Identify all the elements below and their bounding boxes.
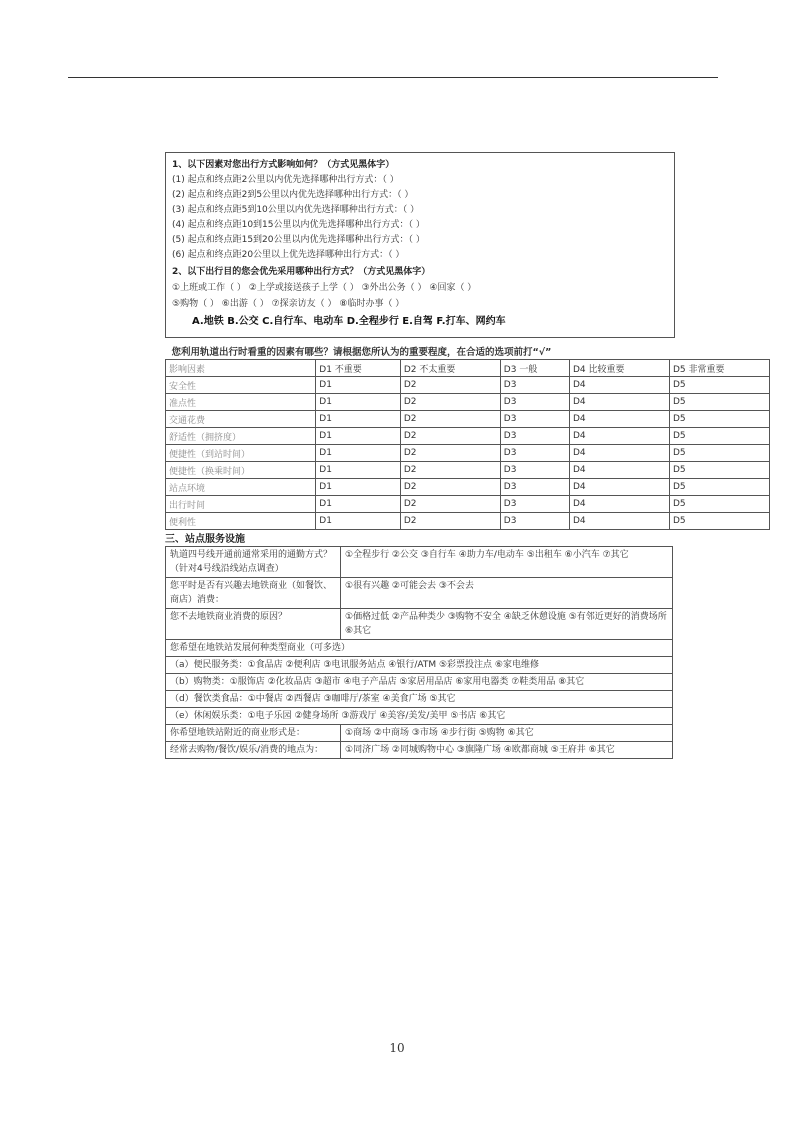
- table-row: [166, 657, 673, 674]
- rating-cell[interactable]: D3: [500, 462, 569, 479]
- rating-cell[interactable]: D1: [316, 496, 401, 513]
- rating-cell[interactable]: D2: [400, 377, 500, 394]
- question-cell: 您平时是否有兴趣去地铁商业（如餐饮、商店）消费：: [166, 578, 341, 609]
- header-cell: D2 不太重要: [400, 360, 500, 377]
- q1-title: 1、以下因素对您出行方式影响如何？（方式见黑体字）: [172, 160, 395, 170]
- question-cell: 您不去地铁商业消费的原因？: [166, 609, 341, 640]
- rating-cell[interactable]: D4: [569, 394, 669, 411]
- rating-cell[interactable]: D4: [569, 462, 669, 479]
- q1-item: (4) 起点和终点距10到15公里以内优先选择哪种出行方式：（ ）: [172, 220, 425, 230]
- rating-cell[interactable]: D3: [500, 377, 569, 394]
- option-cell[interactable]: （d）餐饮类食品：①中餐店 ②西餐店 ③咖啡厅/茶室 ④美食广场 ⑤其它: [166, 691, 673, 708]
- answer-cell[interactable]: ①全程步行 ②公交 ③自行车 ④助力车/电动车 ⑤出租车 ⑥小汽车 ⑦其它: [341, 547, 673, 578]
- questionnaire-figure: [165, 152, 725, 790]
- rating-cell[interactable]: D4: [569, 479, 669, 496]
- table-row: [166, 445, 770, 462]
- rating-cell[interactable]: D3: [500, 428, 569, 445]
- importance-title: 您利用轨道出行时看重的因素有哪些？请根据您所认为的重要程度，在合适的选项前打“√”: [171, 346, 552, 358]
- table-header-row: [166, 360, 770, 377]
- table-row: [166, 479, 770, 496]
- rating-cell[interactable]: D3: [500, 479, 569, 496]
- question-cell: 你希望地铁站附近的商业形式是：: [166, 725, 341, 742]
- factor-cell: 准点性: [166, 394, 316, 411]
- factor-cell: 出行时间: [166, 496, 316, 513]
- rating-cell[interactable]: D4: [569, 496, 669, 513]
- rating-cell[interactable]: D5: [669, 411, 769, 428]
- rating-cell[interactable]: D3: [500, 496, 569, 513]
- answer-cell[interactable]: ①同济广场 ②同城购物中心 ③旗隆广场 ④欧都商城 ⑤王府井 ⑥其它: [341, 742, 673, 759]
- rating-cell[interactable]: D1: [316, 428, 401, 445]
- rating-cell[interactable]: D3: [500, 445, 569, 462]
- table-row: [166, 547, 673, 578]
- importance-table: [165, 342, 770, 530]
- factor-cell: 舒适性（拥挤度）: [166, 428, 316, 445]
- q1-item: (1) 起点和终点距2公里以内优先选择哪种出行方式：（ ）: [172, 175, 399, 185]
- rating-cell[interactable]: D5: [669, 428, 769, 445]
- rating-cell[interactable]: D2: [400, 479, 500, 496]
- rating-cell[interactable]: D2: [400, 462, 500, 479]
- top-rule: [68, 77, 718, 78]
- answer-cell[interactable]: ①商场 ②中商场 ③市场 ④步行街 ⑤购物 ⑥其它: [341, 725, 673, 742]
- rating-cell[interactable]: D1: [316, 479, 401, 496]
- rating-cell[interactable]: D5: [669, 479, 769, 496]
- factor-cell: 安全性: [166, 377, 316, 394]
- rating-cell[interactable]: D1: [316, 462, 401, 479]
- rating-cell[interactable]: D5: [669, 445, 769, 462]
- header-cell: D1 不重要: [316, 360, 401, 377]
- q2-row: ①上班或工作（ ） ②上学或接送孩子上学（ ） ③外出公务（ ） ④回家（ ）: [172, 283, 477, 293]
- question-cell: 轨道四号线开通前通常采用的通勤方式？（针对4号线沿线站点调查）: [166, 547, 341, 578]
- q2-row: ⑤购物（ ） ⑥出游（ ） ⑦探亲访友（ ） ⑧临时办事（ ）: [172, 299, 405, 309]
- option-cell[interactable]: 您希望在地铁站发展何种类型商业（可多选）: [166, 640, 673, 657]
- q1-item: (5) 起点和终点距15到20公里以内优先选择哪种出行方式：（ ）: [172, 235, 425, 245]
- rating-cell[interactable]: D5: [669, 513, 769, 530]
- rating-cell[interactable]: D1: [316, 411, 401, 428]
- table-row: [166, 609, 673, 640]
- q1-item: (3) 起点和终点距5到10公里以内优先选择哪种出行方式：（ ）: [172, 205, 420, 215]
- table-row: [166, 640, 673, 657]
- q1-item: (2) 起点和终点距2到5公里以内优先选择哪种出行方式：（ ）: [172, 190, 414, 200]
- table-row: [166, 674, 673, 691]
- q2-title: 2、以下出行目的您会优先采用哪种出行方式？（方式见黑体字）: [172, 267, 431, 277]
- option-cell[interactable]: （e）休闲娱乐类：①电子乐园 ②健身场所 ③游戏厅 ④美容/美发/美甲 ⑤书店 ⑥其它: [166, 708, 673, 725]
- rating-cell[interactable]: D4: [569, 513, 669, 530]
- table-row: [166, 462, 770, 479]
- table-row: [166, 496, 770, 513]
- table-row: [166, 428, 770, 445]
- rating-cell[interactable]: D4: [569, 377, 669, 394]
- table-row: [166, 377, 770, 394]
- q1-item: (6) 起点和终点距20公里以上优先选择哪种出行方式：（ ）: [172, 250, 405, 260]
- rating-cell[interactable]: D2: [400, 428, 500, 445]
- rating-cell[interactable]: D4: [569, 411, 669, 428]
- factor-cell: 便捷性（换乘时间）: [166, 462, 316, 479]
- rating-cell[interactable]: D3: [500, 394, 569, 411]
- rating-cell[interactable]: D2: [400, 445, 500, 462]
- header-cell: D3 一般: [500, 360, 569, 377]
- rating-cell[interactable]: D5: [669, 394, 769, 411]
- factor-cell: 便利性: [166, 513, 316, 530]
- header-cell: 影响因素: [166, 360, 316, 377]
- rating-cell[interactable]: D5: [669, 496, 769, 513]
- table-row: [166, 513, 770, 530]
- rating-cell[interactable]: D3: [500, 513, 569, 530]
- page-number: 10: [389, 1041, 405, 1055]
- header-cell: D5 非常重要: [669, 360, 769, 377]
- answer-cell[interactable]: ①価格过低 ②产品种类少 ③购物不安全 ④缺乏休憩设施 ⑤有邻近更好的消费场所 ⑥其它: [341, 609, 673, 640]
- table-row: [166, 394, 770, 411]
- factor-cell: 便捷性（到站时间）: [166, 445, 316, 462]
- rating-cell[interactable]: D2: [400, 513, 500, 530]
- rating-cell[interactable]: D1: [316, 394, 401, 411]
- table-row: [166, 411, 770, 428]
- rating-cell[interactable]: D2: [400, 496, 500, 513]
- table-row: [166, 725, 673, 742]
- table-row: [166, 691, 673, 708]
- service-table: [165, 546, 673, 759]
- rating-cell[interactable]: D4: [569, 445, 669, 462]
- option-cell[interactable]: （b）购物类：①服饰店 ②化妆品店 ③超市 ④电子产品店 ⑤家居用品店 ⑥家用电器类 ⑦鞋类用品 ⑧其它: [166, 674, 673, 691]
- table-row: [166, 578, 673, 609]
- table-row: [166, 742, 673, 759]
- rating-cell[interactable]: D3: [500, 411, 569, 428]
- option-cell[interactable]: （a）便民服务类：①食品店 ②便利店 ③电讯服务站点 ④银行/ATM ⑤彩票投注点 ⑥家电维修: [166, 657, 673, 674]
- rating-cell[interactable]: D2: [400, 411, 500, 428]
- rating-cell[interactable]: D1: [316, 445, 401, 462]
- factor-cell: 站点环境: [166, 479, 316, 496]
- table-row: [166, 708, 673, 725]
- rating-cell[interactable]: D5: [669, 377, 769, 394]
- question-cell: 经常去购物/餐饮/娱乐/消费的地点为：: [166, 742, 341, 759]
- rating-cell[interactable]: D1: [316, 513, 401, 530]
- rating-cell[interactable]: D5: [669, 462, 769, 479]
- answer-cell[interactable]: ①很有兴趣 ②可能会去 ③不会去: [341, 578, 673, 609]
- header-cell: D4 比较重要: [569, 360, 669, 377]
- rating-cell[interactable]: D2: [400, 394, 500, 411]
- travel-mode-questions: [165, 152, 675, 338]
- rating-cell[interactable]: D4: [569, 428, 669, 445]
- rating-cell[interactable]: D1: [316, 377, 401, 394]
- section3-title: 三、站点服务设施: [165, 534, 245, 545]
- travel-modes-legend: A.地铁 B.公交 C.自行车、电动车 D.全程步行 E.自驾 F.打车、网约车: [192, 316, 506, 327]
- factor-cell: 交通花费: [166, 411, 316, 428]
